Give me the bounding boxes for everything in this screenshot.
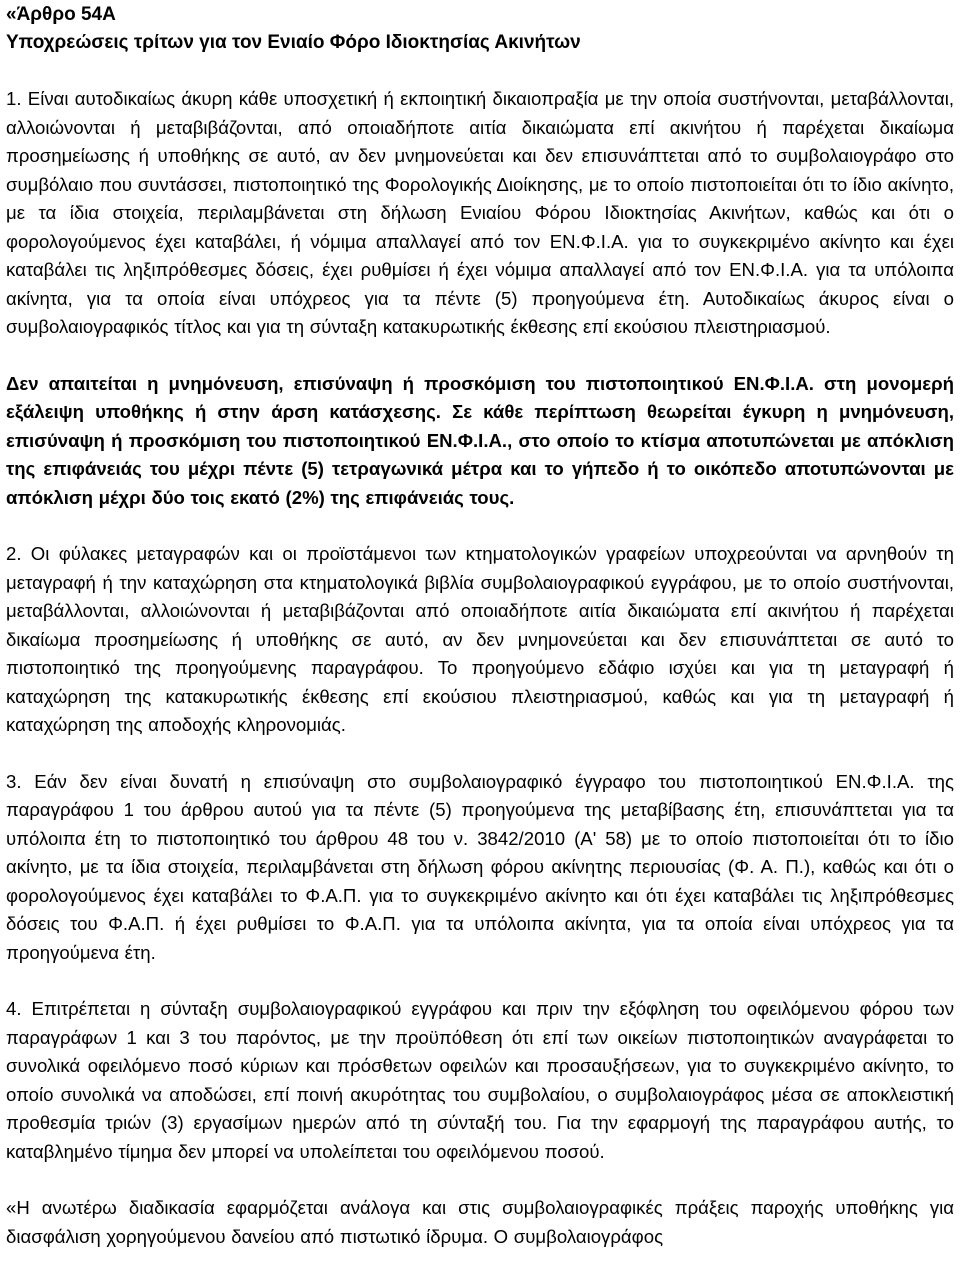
- paragraph-5: «Η ανωτέρω διαδικασία εφαρμόζεται ανάλογα και στις συμβολαιογραφικές πράξεις παροχής υποθήκης για διασφάλιση χορηγούμενου δανείου από πιστωτικό ίδρυμα. Ο συμβολαιογράφος: [6, 1197, 954, 1247]
- paragraph-3: 3. Εάν δεν είναι δυνατή η επισύναψη στο συμβολαιογραφικό έγγραφο του πιστοποιητικού ΕΝ.Φ.Ι.Α. της παραγράφου 1 του άρθρου αυτού για τα πέντε (5) προηγούμενα της μεταβίβασης έτη, επισυνάπτεται για τα υπόλοιπα έτη το πιστοποιητικό του άρθρου 48 του ν. 3842/2010 (Α' 58) με το οποίο πιστοποιείται ότι το ίδιο ακίνητο, με τα ίδια στοιχεία, περιλαμβάνεται στη δήλωση φόρου ακίνητης περιουσίας (Φ. Α. Π.), καθώς και ότι ο φορολογούμενος έχει καταβάλει το Φ.Α.Π. για το συγκεκριμένο ακίνητο και ότι έχει καταβάλει τις ληξιπρόθεσμες δόσεις του Φ.Α.Π. ή έχει ρυθμίσει το Φ.Α.Π. για τα υπόλοιπα ακίνητα, για τα οποία είναι υπόχρεος για τα προηγούμενα έτη.: [6, 770, 954, 963]
- paragraph-1: 1. Είναι αυτοδικαίως άκυρη κάθε υποσχετική ή εκποιητική δικαιοπραξία με την οποία συστήνονται, μεταβάλλονται, αλλοιώνονται ή μεταβιβάζονται, από οποιαδήποτε αιτία δικαιώματα επί ακινήτου ή παρέχεται δικαίωμα προσημείωσης ή υποθήκης σε αυτό, αν δεν μνημονεύεται και δεν επισυνάπτεται από το συμβολαιογράφο στο συμβόλαιο που συντάσσει, πιστοποιητικό της Φορολογικής Διοίκησης, με το οποίο πιστοποιείται ότι το ίδιο ακίνητο, με τα ίδια στοιχεία, περιλαμβάνεται στη δήλωση Ενιαίου Φόρου Ιδιοκτησίας Ακινήτων, καθώς και ότι ο φορολογούμενος έχει καταβάλει, ή νόμιμα απαλλαγεί από τον ΕΝ.Φ.Ι.Α. για το συγκεκριμένο ακίνητο και έχει καταβάλει τις ληξιπρόθεσμες δόσεις, έχει ρυθμίσει ή έχει νόμιμα απαλλαγεί από τον ΕΝ.Φ.Ι.Α. για τα υπόλοιπα ακίνητα, για τα οποία είναι υπόχρεος για τα πέντε (5) προηγούμενα έτη. Αυτοδικαίως άκυρος είναι ο συμβολαιογραφικός τίτλος και για τη σύνταξη κατακυρωτικής έκθεσης επί εκούσιου πλειστηριασμού.: [6, 88, 954, 337]
- article-title-heading: Υποχρεώσεις τρίτων για τον Ενιαίο Φόρο Ιδιοκτησίας Ακινήτων: [6, 32, 581, 53]
- document-page: [6, 0, 954, 1273]
- paragraph-2: 2. Οι φύλακες μεταγραφών και οι προϊστάμενοι των κτηματολογικών γραφείων υποχρεούνται να αρνηθούν τη μεταγραφή ή την καταχώρηση στα κτηματολογικά βιβλία συμβολαιογραφικού εγγράφου, με το οποίο συστήνονται, μεταβάλλονται, αλλοιώνονται ή μεταβιβάζονται από οποιαδήποτε αιτία δικαιώματα επί ακινήτου ή παρέχεται δικαίωμα προσημείωσης ή υποθήκης σε αυτό, αν δεν μνημονεύεται και δεν επισυνάπτεται σε αυτό το πιστοποιητικό της προηγούμενης παραγράφου. Το προηγούμενο εδάφιο ισχύει και για τη μεταγραφή ή καταχώρηση της κατακυρωτικής έκθεσης επί εκούσιου πλειστηριασμού, καθώς και για τη μεταγραφή ή καταχώρηση της αποδοχής κληρονομιάς.: [6, 543, 954, 735]
- article-number-heading: «Άρθρο 54Α: [6, 4, 116, 25]
- paragraph-1-bold-addendum: Δεν απαιτείται η μνημόνευση, επισύναψη ή προσκόμιση του πιστοποιητικού ΕΝ.Φ.Ι.Α. στη μονομερή εξάλειψη υποθήκης ή στην άρση κατάσχεσης. Σε κάθε περίπτωση θεωρείται έγκυρη η μνημόνευση, επισύναψη ή προσκόμιση του πιστοποιητικού ΕΝ.Φ.Ι.Α., στο οποίο το κτίσμα αποτυπώνεται με απόκλιση της επιφάνειάς του μέχρι πέντε (5) τετραγωνικά μέτρα και το γήπεδο ή το οικόπεδο αποτυπώνονται με απόκλιση μέχρι δύο τοις εκατό (2%) της επιφάνειάς τους.: [6, 372, 954, 508]
- paragraph-4: 4. Επιτρέπεται η σύνταξη συμβολαιογραφικού εγγράφου και πριν την εξόφληση του οφειλόμενου φόρου των παραγράφων 1 και 3 του παρόντος, με την προϋπόθεση ότι επί των οικείων πιστοποιητικών αναγράφεται το συνολικά οφειλόμενο ποσό κύριων και πρόσθετων οφειλών και προσαυξήσεων, για το συγκεκριμένο ακίνητο, το οποίο συνολικά να αποδώσει, επί ποινή ακυρότητας του συμβολαίου, ο συμβολαιογράφος μέσα σε αποκλειστική προθεσμία τριών (3) εργασίμων ημερών από τη σύνταξή του. Για την εφαρμογή της παραγράφου αυτής, το καταβλημένο τίμημα δεν μπορεί να υπολείπεται του οφειλόμενου ποσού.: [6, 998, 954, 1162]
